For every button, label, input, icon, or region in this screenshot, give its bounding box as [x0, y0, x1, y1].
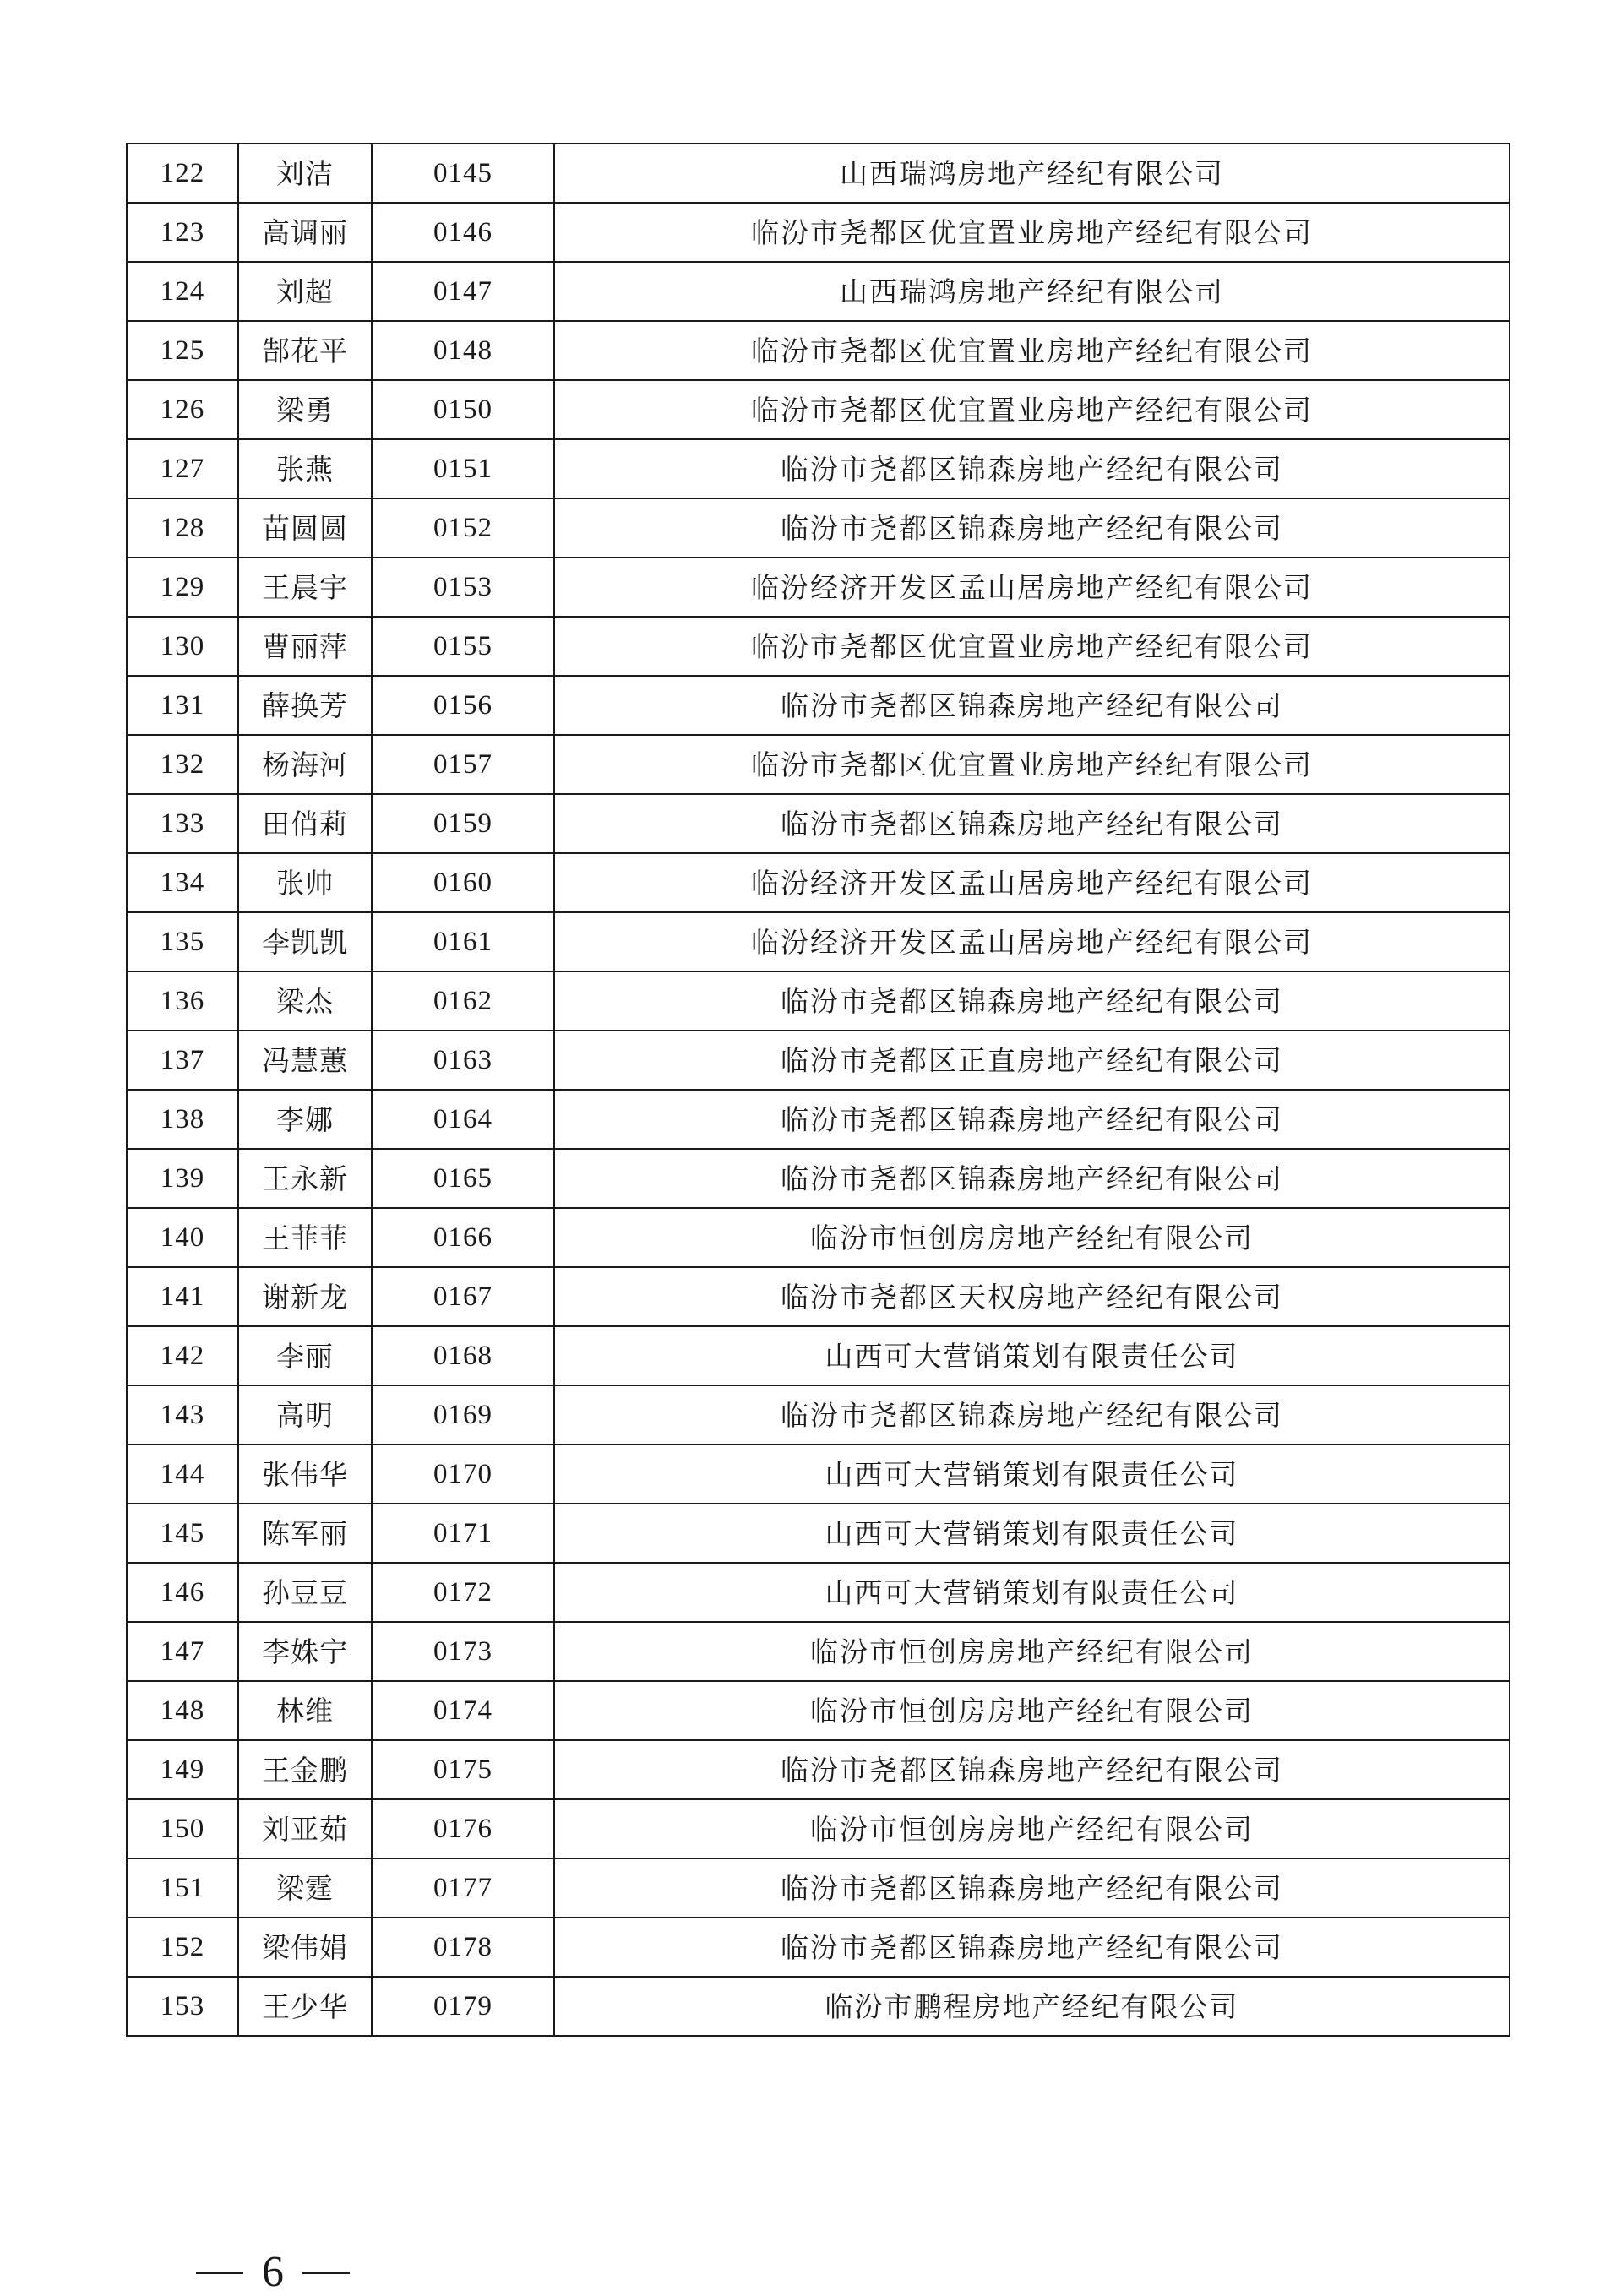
cell-code: 0176 [372, 1799, 554, 1858]
cell-code: 0147 [372, 262, 554, 321]
table-row [127, 853, 1510, 912]
cell-seq: 152 [127, 1918, 238, 1977]
cell-company: 临汾市尧都区锦森房地产经纪有限公司 [554, 1385, 1510, 1445]
cell-company: 临汾市尧都区正直房地产经纪有限公司 [554, 1031, 1510, 1090]
cell-company: 临汾市尧都区锦森房地产经纪有限公司 [554, 1149, 1510, 1208]
cell-name: 孙豆豆 [238, 1563, 372, 1622]
cell-code: 0167 [372, 1267, 554, 1326]
cell-seq: 126 [127, 380, 238, 439]
cell-seq: 130 [127, 617, 238, 676]
cell-company: 临汾市尧都区锦森房地产经纪有限公司 [554, 676, 1510, 735]
cell-company: 临汾市尧都区优宜置业房地产经纪有限公司 [554, 380, 1510, 439]
cell-seq: 151 [127, 1858, 238, 1918]
cell-code: 0162 [372, 971, 554, 1031]
cell-code: 0173 [372, 1622, 554, 1681]
footer-left-dash [196, 2272, 243, 2274]
cell-code: 0177 [372, 1858, 554, 1918]
cell-seq: 125 [127, 321, 238, 380]
cell-company: 临汾市尧都区锦森房地产经纪有限公司 [554, 1858, 1510, 1918]
table-row [127, 676, 1510, 735]
cell-seq: 149 [127, 1740, 238, 1799]
cell-seq: 145 [127, 1504, 238, 1563]
cell-company: 临汾经济开发区孟山居房地产经纪有限公司 [554, 912, 1510, 971]
cell-code: 0164 [372, 1090, 554, 1149]
page-number: 6 [262, 2248, 284, 2296]
cell-company: 临汾市尧都区优宜置业房地产经纪有限公司 [554, 203, 1510, 262]
table-row [127, 1977, 1510, 2036]
table-row [127, 1445, 1510, 1504]
cell-company: 山西瑞鸿房地产经纪有限公司 [554, 144, 1510, 203]
cell-seq: 122 [127, 144, 238, 203]
cell-name: 张燕 [238, 439, 372, 498]
cell-code: 0161 [372, 912, 554, 971]
cell-seq: 142 [127, 1326, 238, 1385]
cell-company: 临汾市恒创房房地产经纪有限公司 [554, 1208, 1510, 1267]
cell-code: 0172 [372, 1563, 554, 1622]
cell-name: 杨海河 [238, 735, 372, 794]
table-row [127, 439, 1510, 498]
cell-code: 0151 [372, 439, 554, 498]
cell-name: 王永新 [238, 1149, 372, 1208]
cell-seq: 150 [127, 1799, 238, 1858]
cell-seq: 144 [127, 1445, 238, 1504]
cell-company: 临汾市尧都区锦森房地产经纪有限公司 [554, 971, 1510, 1031]
cell-name: 刘洁 [238, 144, 372, 203]
cell-code: 0156 [372, 676, 554, 735]
cell-name: 张帅 [238, 853, 372, 912]
cell-name: 李姝宁 [238, 1622, 372, 1681]
cell-company: 临汾市恒创房房地产经纪有限公司 [554, 1799, 1510, 1858]
table-row [127, 558, 1510, 617]
cell-seq: 133 [127, 794, 238, 853]
cell-company: 临汾市恒创房房地产经纪有限公司 [554, 1622, 1510, 1681]
cell-seq: 123 [127, 203, 238, 262]
table-row [127, 1563, 1510, 1622]
table-row [127, 971, 1510, 1031]
table-row [127, 498, 1510, 558]
cell-name: 高明 [238, 1385, 372, 1445]
table-row [127, 1918, 1510, 1977]
cell-code: 0160 [372, 853, 554, 912]
cell-name: 李丽 [238, 1326, 372, 1385]
cell-name: 谢新龙 [238, 1267, 372, 1326]
broker-roster-table [126, 143, 1510, 2037]
cell-name: 刘超 [238, 262, 372, 321]
cell-code: 0146 [372, 203, 554, 262]
cell-name: 王金鹏 [238, 1740, 372, 1799]
table-row [127, 380, 1510, 439]
cell-company: 山西可大营销策划有限责任公司 [554, 1563, 1510, 1622]
cell-name: 薛换芳 [238, 676, 372, 735]
cell-code: 0152 [372, 498, 554, 558]
cell-seq: 147 [127, 1622, 238, 1681]
table-row [127, 144, 1510, 203]
cell-name: 苗圆圆 [238, 498, 372, 558]
cell-seq: 131 [127, 676, 238, 735]
cell-code: 0171 [372, 1504, 554, 1563]
cell-company: 临汾市尧都区优宜置业房地产经纪有限公司 [554, 321, 1510, 380]
cell-code: 0163 [372, 1031, 554, 1090]
cell-company: 临汾市尧都区锦森房地产经纪有限公司 [554, 498, 1510, 558]
cell-company: 临汾市尧都区锦森房地产经纪有限公司 [554, 794, 1510, 853]
cell-name: 林维 [238, 1681, 372, 1740]
cell-seq: 140 [127, 1208, 238, 1267]
table-row [127, 1267, 1510, 1326]
cell-seq: 141 [127, 1267, 238, 1326]
cell-company: 临汾经济开发区孟山居房地产经纪有限公司 [554, 853, 1510, 912]
table-row [127, 1740, 1510, 1799]
cell-company: 山西可大营销策划有限责任公司 [554, 1504, 1510, 1563]
cell-name: 李娜 [238, 1090, 372, 1149]
cell-company: 临汾市鹏程房地产经纪有限公司 [554, 1977, 1510, 2036]
cell-company: 临汾市尧都区优宜置业房地产经纪有限公司 [554, 617, 1510, 676]
cell-code: 0150 [372, 380, 554, 439]
table-row [127, 1622, 1510, 1681]
cell-seq: 136 [127, 971, 238, 1031]
cell-seq: 135 [127, 912, 238, 971]
cell-company: 临汾市尧都区天权房地产经纪有限公司 [554, 1267, 1510, 1326]
cell-name: 刘亚茹 [238, 1799, 372, 1858]
cell-code: 0145 [372, 144, 554, 203]
cell-name: 田俏莉 [238, 794, 372, 853]
cell-code: 0178 [372, 1918, 554, 1977]
cell-name: 王菲菲 [238, 1208, 372, 1267]
cell-name: 梁勇 [238, 380, 372, 439]
cell-code: 0169 [372, 1385, 554, 1445]
cell-name: 梁杰 [238, 971, 372, 1031]
cell-seq: 124 [127, 262, 238, 321]
roster-table-body [127, 144, 1510, 2036]
table-row [127, 321, 1510, 380]
cell-code: 0166 [372, 1208, 554, 1267]
cell-name: 王晨宇 [238, 558, 372, 617]
cell-company: 山西可大营销策划有限责任公司 [554, 1445, 1510, 1504]
table-row [127, 1504, 1510, 1563]
cell-company: 临汾市恒创房房地产经纪有限公司 [554, 1681, 1510, 1740]
cell-seq: 137 [127, 1031, 238, 1090]
cell-code: 0165 [372, 1149, 554, 1208]
cell-name: 张伟华 [238, 1445, 372, 1504]
table-row [127, 912, 1510, 971]
cell-company: 山西可大营销策划有限责任公司 [554, 1326, 1510, 1385]
cell-name: 曹丽萍 [238, 617, 372, 676]
table-row [127, 1149, 1510, 1208]
table-row [127, 1208, 1510, 1267]
cell-code: 0179 [372, 1977, 554, 2036]
cell-seq: 139 [127, 1149, 238, 1208]
table-row [127, 1858, 1510, 1918]
page-footer [196, 2250, 350, 2294]
cell-code: 0159 [372, 794, 554, 853]
table-row [127, 262, 1510, 321]
cell-name: 陈军丽 [238, 1504, 372, 1563]
table-row [127, 794, 1510, 853]
table-row [127, 1799, 1510, 1858]
cell-code: 0148 [372, 321, 554, 380]
cell-company: 临汾市尧都区锦森房地产经纪有限公司 [554, 1090, 1510, 1149]
cell-name: 李凯凯 [238, 912, 372, 971]
cell-name: 梁霆 [238, 1858, 372, 1918]
cell-company: 山西瑞鸿房地产经纪有限公司 [554, 262, 1510, 321]
cell-seq: 138 [127, 1090, 238, 1149]
table-row [127, 1326, 1510, 1385]
cell-name: 王少华 [238, 1977, 372, 2036]
table-row [127, 735, 1510, 794]
cell-code: 0168 [372, 1326, 554, 1385]
cell-seq: 132 [127, 735, 238, 794]
cell-seq: 129 [127, 558, 238, 617]
cell-company: 临汾市尧都区优宜置业房地产经纪有限公司 [554, 735, 1510, 794]
cell-code: 0155 [372, 617, 554, 676]
cell-seq: 128 [127, 498, 238, 558]
cell-seq: 143 [127, 1385, 238, 1445]
cell-code: 0170 [372, 1445, 554, 1504]
cell-seq: 134 [127, 853, 238, 912]
cell-name: 郜花平 [238, 321, 372, 380]
cell-name: 梁伟娟 [238, 1918, 372, 1977]
cell-code: 0157 [372, 735, 554, 794]
table-row [127, 1385, 1510, 1445]
cell-company: 临汾经济开发区孟山居房地产经纪有限公司 [554, 558, 1510, 617]
footer-right-dash [302, 2272, 350, 2274]
cell-code: 0175 [372, 1740, 554, 1799]
cell-seq: 153 [127, 1977, 238, 2036]
cell-code: 0174 [372, 1681, 554, 1740]
cell-company: 临汾市尧都区锦森房地产经纪有限公司 [554, 1918, 1510, 1977]
table-row [127, 1090, 1510, 1149]
table-row [127, 617, 1510, 676]
cell-seq: 146 [127, 1563, 238, 1622]
cell-company: 临汾市尧都区锦森房地产经纪有限公司 [554, 439, 1510, 498]
cell-company: 临汾市尧都区锦森房地产经纪有限公司 [554, 1740, 1510, 1799]
cell-seq: 148 [127, 1681, 238, 1740]
cell-name: 冯慧蕙 [238, 1031, 372, 1090]
table-row [127, 203, 1510, 262]
cell-seq: 127 [127, 439, 238, 498]
table-row [127, 1031, 1510, 1090]
table-row [127, 1681, 1510, 1740]
cell-code: 0153 [372, 558, 554, 617]
cell-name: 高调丽 [238, 203, 372, 262]
